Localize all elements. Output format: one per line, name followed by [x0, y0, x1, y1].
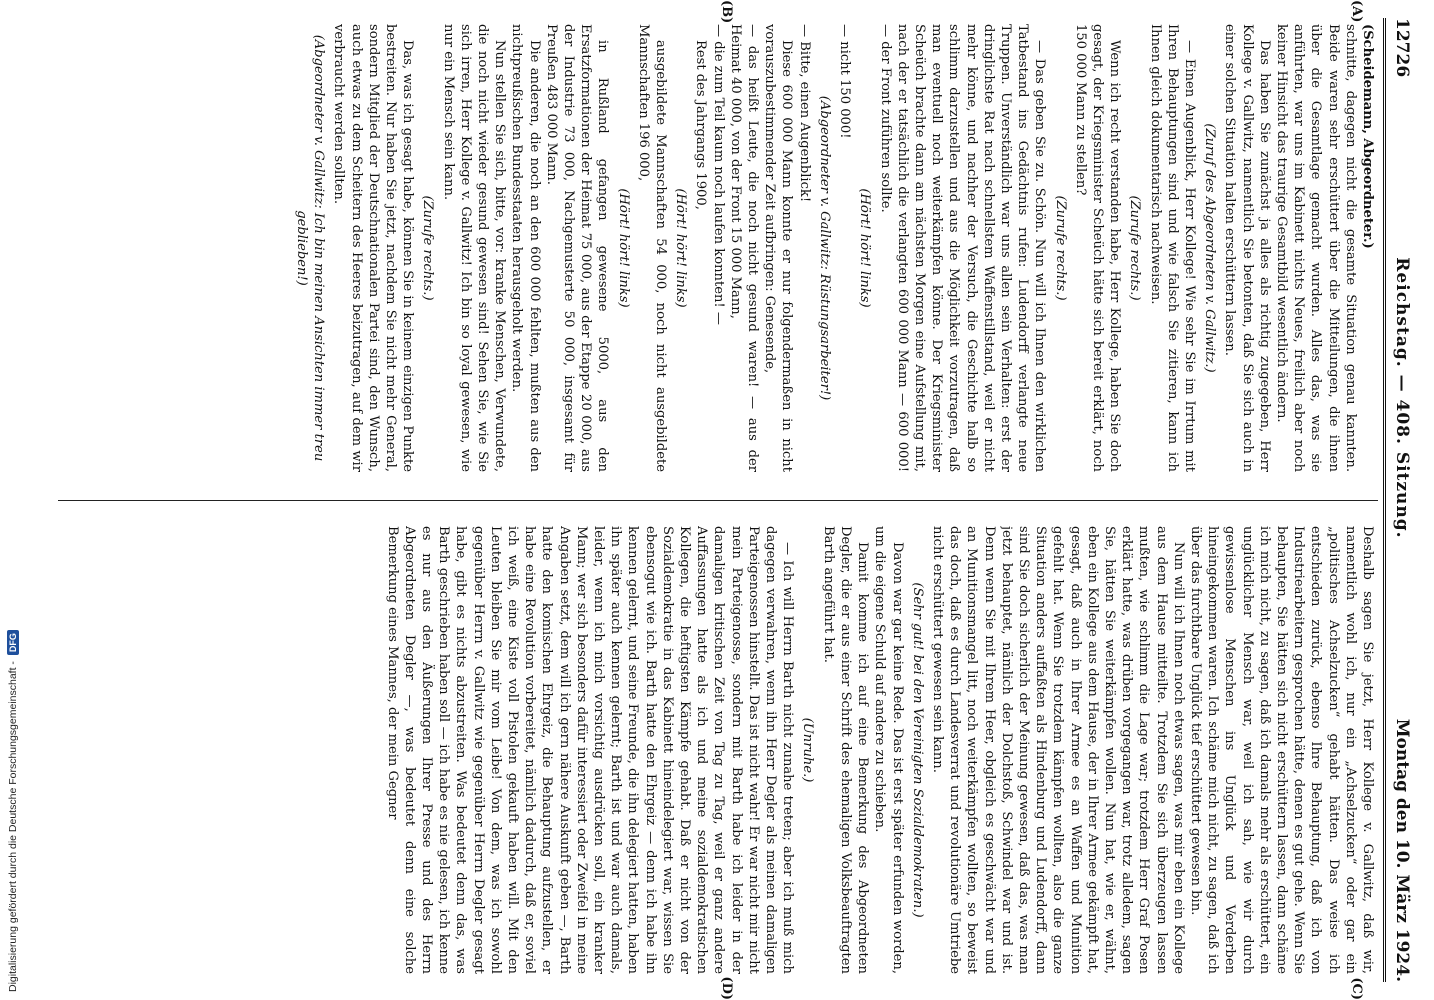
dfg-logo-icon: DFG	[7, 630, 19, 655]
dash-line: — Bitte, einen Augenblick!	[796, 24, 812, 203]
paragraph: Damit komme ich auf eine Bemerkung des Abgeordneten Degler, die er aus einer Schrift des ehemaligen Volksbeauftragten Barth angeführt hat.	[820, 526, 871, 974]
margin-marker-b: (B)	[719, 0, 734, 24]
column-separator	[58, 500, 1378, 501]
interjection: (Hört! hört! links)	[857, 188, 873, 308]
paragraph: Nun will ich Ihnen noch etwas sagen, was mir eben ein Kollege aus dem Hause mitteilte. Trotzdem Sie sich überzeugen lassen mußten, wie schlimm die Lage war; trotzdem Herr Graf Posen erklärt hatte, was drüben vorgegangen war, trotz alledem, sagen Sie, hätten Sie weiterkämpfen wollen. Nun hat, wie er, wähnt, eben ein Kollege aus dem Hause, der in Ihrer Armee gekämpft hat, gesagt, daß auch in Ihrer Armee es an Waffen und Munition gefehlt hat. Wenn Sie trotzdem kämpfen wollten, also die ganze Situation anders auffaßten als Hindenburg und Ludendorff, dann sind Sie doch sicherlich der Meinung gewesen, daß das, was man jetzt behauptet, nämlich der Dolchstoß, Schwindel war und ist. Denn wenn Sie mit Ihrem Heer, obgleich es geschwächt war und an Munitionsmangel litt, noch weiterkämpfen wollten, so beweist das doch, daß es durch Landesverrat und revolutionäre Umtriebe nicht erschüttert gewesen sein kann.	[929, 526, 1186, 974]
interjection: (Unruhe.)	[800, 717, 816, 783]
margin-marker-a: (A)	[1349, 0, 1364, 23]
paragraph: schnitte, dagegen nicht die gesamte Situation genau kannten. Beide waren sehr erschüttert über die Mitteilungen, die ihnen über die Gesamtlage gemacht wurden. Alles das, was sie anführten, war uns im Kabinett nichts Neues, freilich aber noch keiner Hinsicht das traurige Gesamtbild wesentlich ändern.	[1273, 24, 1358, 472]
scanned-page	[34, 0, 1434, 1000]
interjection: (Abgeordneter v. Gallwitz: Ich bin meinen Ansichten immer treu geblieben!)	[294, 34, 327, 462]
credit-text: Digitalisierung gefördert durch die Deutsche Forschungsgemeinschaft -	[7, 661, 19, 992]
margin-marker-d: (D)	[719, 976, 734, 1000]
paragraph: Das haben Sie zunächst ja alles als richtig zugegeben, Herr Kollege v. Gallwitz, namentlich Sie betonten, daß Sie sich auch in einer solchen Situation halten erschüttern lassen.	[1222, 24, 1272, 472]
interjection: (Zuruf des Abgeordneten v. Gallwitz.)	[1202, 123, 1218, 373]
paragraph: Davon war gar keine Rede. Das ist erst später erfunden worden, um die eigene Schuld auf andere zu schieben.	[872, 526, 905, 974]
margin-marker-c: (C)	[1349, 977, 1364, 1000]
digitization-credit	[0, 0, 26, 1000]
page-number: 12726	[1392, 18, 1412, 78]
interjection: (Zurufe rechts.)	[1052, 195, 1068, 301]
header-rule	[1383, 18, 1386, 982]
dash-line: — nicht 150 000!	[837, 24, 853, 139]
session-date: Montag den 10. März 1924.	[1392, 718, 1412, 982]
interjection: (Abgeordneter v. Gallwitz: Rüstungsarbeiter!)	[816, 95, 832, 401]
interjection: (Hört! hört! links)	[615, 188, 631, 308]
paragraph: — Einen Augenblick, Herr Kollege! Wie sehr Sie im Irrtum mit Ihren Behauptungen sind und wie falsch Sie zitieren, kann ich Ihnen gleich dokumentarisch nachweisen.	[1147, 24, 1197, 472]
right-column	[48, 526, 1376, 974]
interjection: (Hört! hört! links)	[673, 188, 689, 308]
interjection: (Zurufe rechts.)	[1127, 195, 1143, 301]
interjection: (Sehr gut! bei den Vereinigten Sozialdemokraten.)	[909, 582, 925, 918]
paragraph: Die anderen, die noch an den 600 000 fehlten, mußten aus den nichtpreußischen Bundesstaaten herausgeholt werden.	[509, 24, 542, 472]
dash-line: — das heißt Leute, die noch nicht gesund waren! — aus der Heimat 40 000, von der Front 15 000 Mann,	[727, 24, 761, 472]
paragraph: ausgebildete Mannschaften 54 000, noch nicht ausgebildete Mannschaften 196 000,	[635, 24, 669, 472]
interjection: (Zurufe rechts.)	[420, 195, 436, 301]
paragraph: Wenn ich recht verstanden habe, Herr Kollege, haben Sie doch gesagt, der Kriegsminister Scheüch hätte sich bereit erklärt, noch 150 000 Mann zu stellen?	[1072, 24, 1123, 472]
paragraph: — Das geben Sie zu. Schön. Nun will ich Ihnen den wirklichen Tatbestand ins Gedächtnis rufen: Ludendorff verlangte neue Truppen. Unverständlich war uns allen sein Verhalten: erst der dringlichste Rat nach schnellstem Waffenstillstand, weil er nicht mehr könne, und nachher der Versuch, die Geschichte halb so schlimm darzustellen und aus die Möglichkeit vorzutragen, daß man eventuell noch weiterkämpfen könne. Der Kriegsminister Scheüch brachte dann am nächsten Morgen eine Aufstellung mit, nach der er tatsächlich die verlangten 600 000 Mann — 600 000! — der Front zuführen sollte.	[877, 24, 1048, 472]
page-header	[1392, 18, 1420, 982]
session-title: Reichstag. — 408. Sitzung.	[1392, 257, 1412, 539]
paragraph: Das, was ich gesagt habe, können Sie in keinem einzigen Punkte bestreiten. Nur haben Sie jetzt, nachdem Sie nicht mehr General, sondern Mitglied der Deutschnationalen Partei sind, den Wunsch, auch etwas zu dem Scheitern des Heeres beizutragen, auf dem wir verbraucht werden sollten.	[331, 24, 416, 472]
paragraph: — Ich will Herrn Barth nicht zunahe treten; aber ich muß mich dagegen verwahren, wenn ihn Herr Degler als meinen damaligen Parteigenossen hinstellt. Das ist nicht wahr! Er war nicht mir nicht mein Parteigenosse, sondern mit Barth habe ich leider in der damaligen kritischen Zeit von Tag zu Tag, weil er ganz andere Auffassungen hatte als ich und meine sozialdemokratischen Kollegen, die heftigsten Kämpfe gehabt. Daß er nicht von der Sozialdemokratie in das Kabinett hineindelegiert war, wissen Sie ebensogut wie ich. Barth hatte den Ehrgeiz — denn ich habe ihn kennen gelernt, und seine Freunde, die ihn delegiert hatten, haben ihn später auch kennen gelernt; Barth ist und war auch damals, leider, wenn ich mich vorsichtig ausdrücken soll, ein kranker Mann; wer sich besonders dafür interessiert oder Zweifel in meine Angaben setzt, dem will ich gern nähere Auskunft geben —, Barth hatte den komischen Ehrgeiz, die Behauptung aufzustellen, er habe eine Revolution vorbereitet, nämlich dadurch, daß er, soviel ich weiß, eine Kiste voll Pistolen gekauft haben will. Mit den Leuten bleiben Sie mir vom Leibe! Von dem, was ich sowohl gegenüber Herrn v. Gallwitz wie gegenüber Herrn Degler gesagt habe, gibt es nichts abzustreiten. Was bedeutet denn das, was Barth geschrieben haben soll — ich habe es nie gelesen, ich kenne es nur aus den Äußerungen Ihrer Presse und des Herrn Abgeordneten Degler —, was bedeutet denn eine solche Bemerkung eines Mannes, der mein Gegner	[384, 526, 796, 974]
paragraph: Nun stellen Sie sich, bitte, vor: kranke Menschen, Verwundete, die noch nicht wieder gesund gewesen sind! Sehen Sie, wie Sie sich irren, Herr Kollege v. Gallwitz! Ich bin so loyal gewesen, wie nur ein Mensch sein kann.	[440, 24, 508, 472]
paragraph: in Rußland gefangen gewesene 5000, aus den Ersatzformationen der Heimat 75 000, aus der Etappe 20 000, aus der Industrie 73 000, Nachgemusterte 50 000, insgesamt für Preußen 483 000 Mann.	[543, 24, 611, 472]
speaker-line: (Scheidemann, Abgeordneter.)	[1360, 24, 1375, 249]
left-column	[48, 24, 1376, 472]
paragraph: Diese 600 000 Mann konnte er nur folgendermaßen in nicht vorauszubestimmender Zeit aufbringen: Genesende,	[762, 24, 795, 472]
paragraph: Rest des Jahrgangs 1900,	[693, 40, 709, 210]
paragraph: Deshalb sagen Sie jetzt, Herr Kollege v. Gallwitz, daß wir, namentlich wohl ich, nur ein „Achselzucken“ oder gar ein „politisches Achselzucken“ gehabt hätten. Das weise ich entschieden zurück, ebenso Ihre Behauptung, daß ich von Industriearbeitern gesprochen hätte, denen es gut gehe. Wenn Sie behaupten, Sie hätten sich nicht erschüttern lassen, dann schäme ich mich nicht, zu sagen, daß ich damals mehr als erschüttert, ein unglücklicher Mensch war, weil ich sah, wie wir durch gewissenlose Menschen ins Unglück und Verderben hineingekommen waren. Ich schäme mich nicht, zu sagen, daß ich über das furchtbare Unglück tief erschüttert gewesen bin.	[1187, 526, 1375, 974]
dash-line: — die zum Teil kaum noch laufen konnten! —	[710, 24, 726, 325]
